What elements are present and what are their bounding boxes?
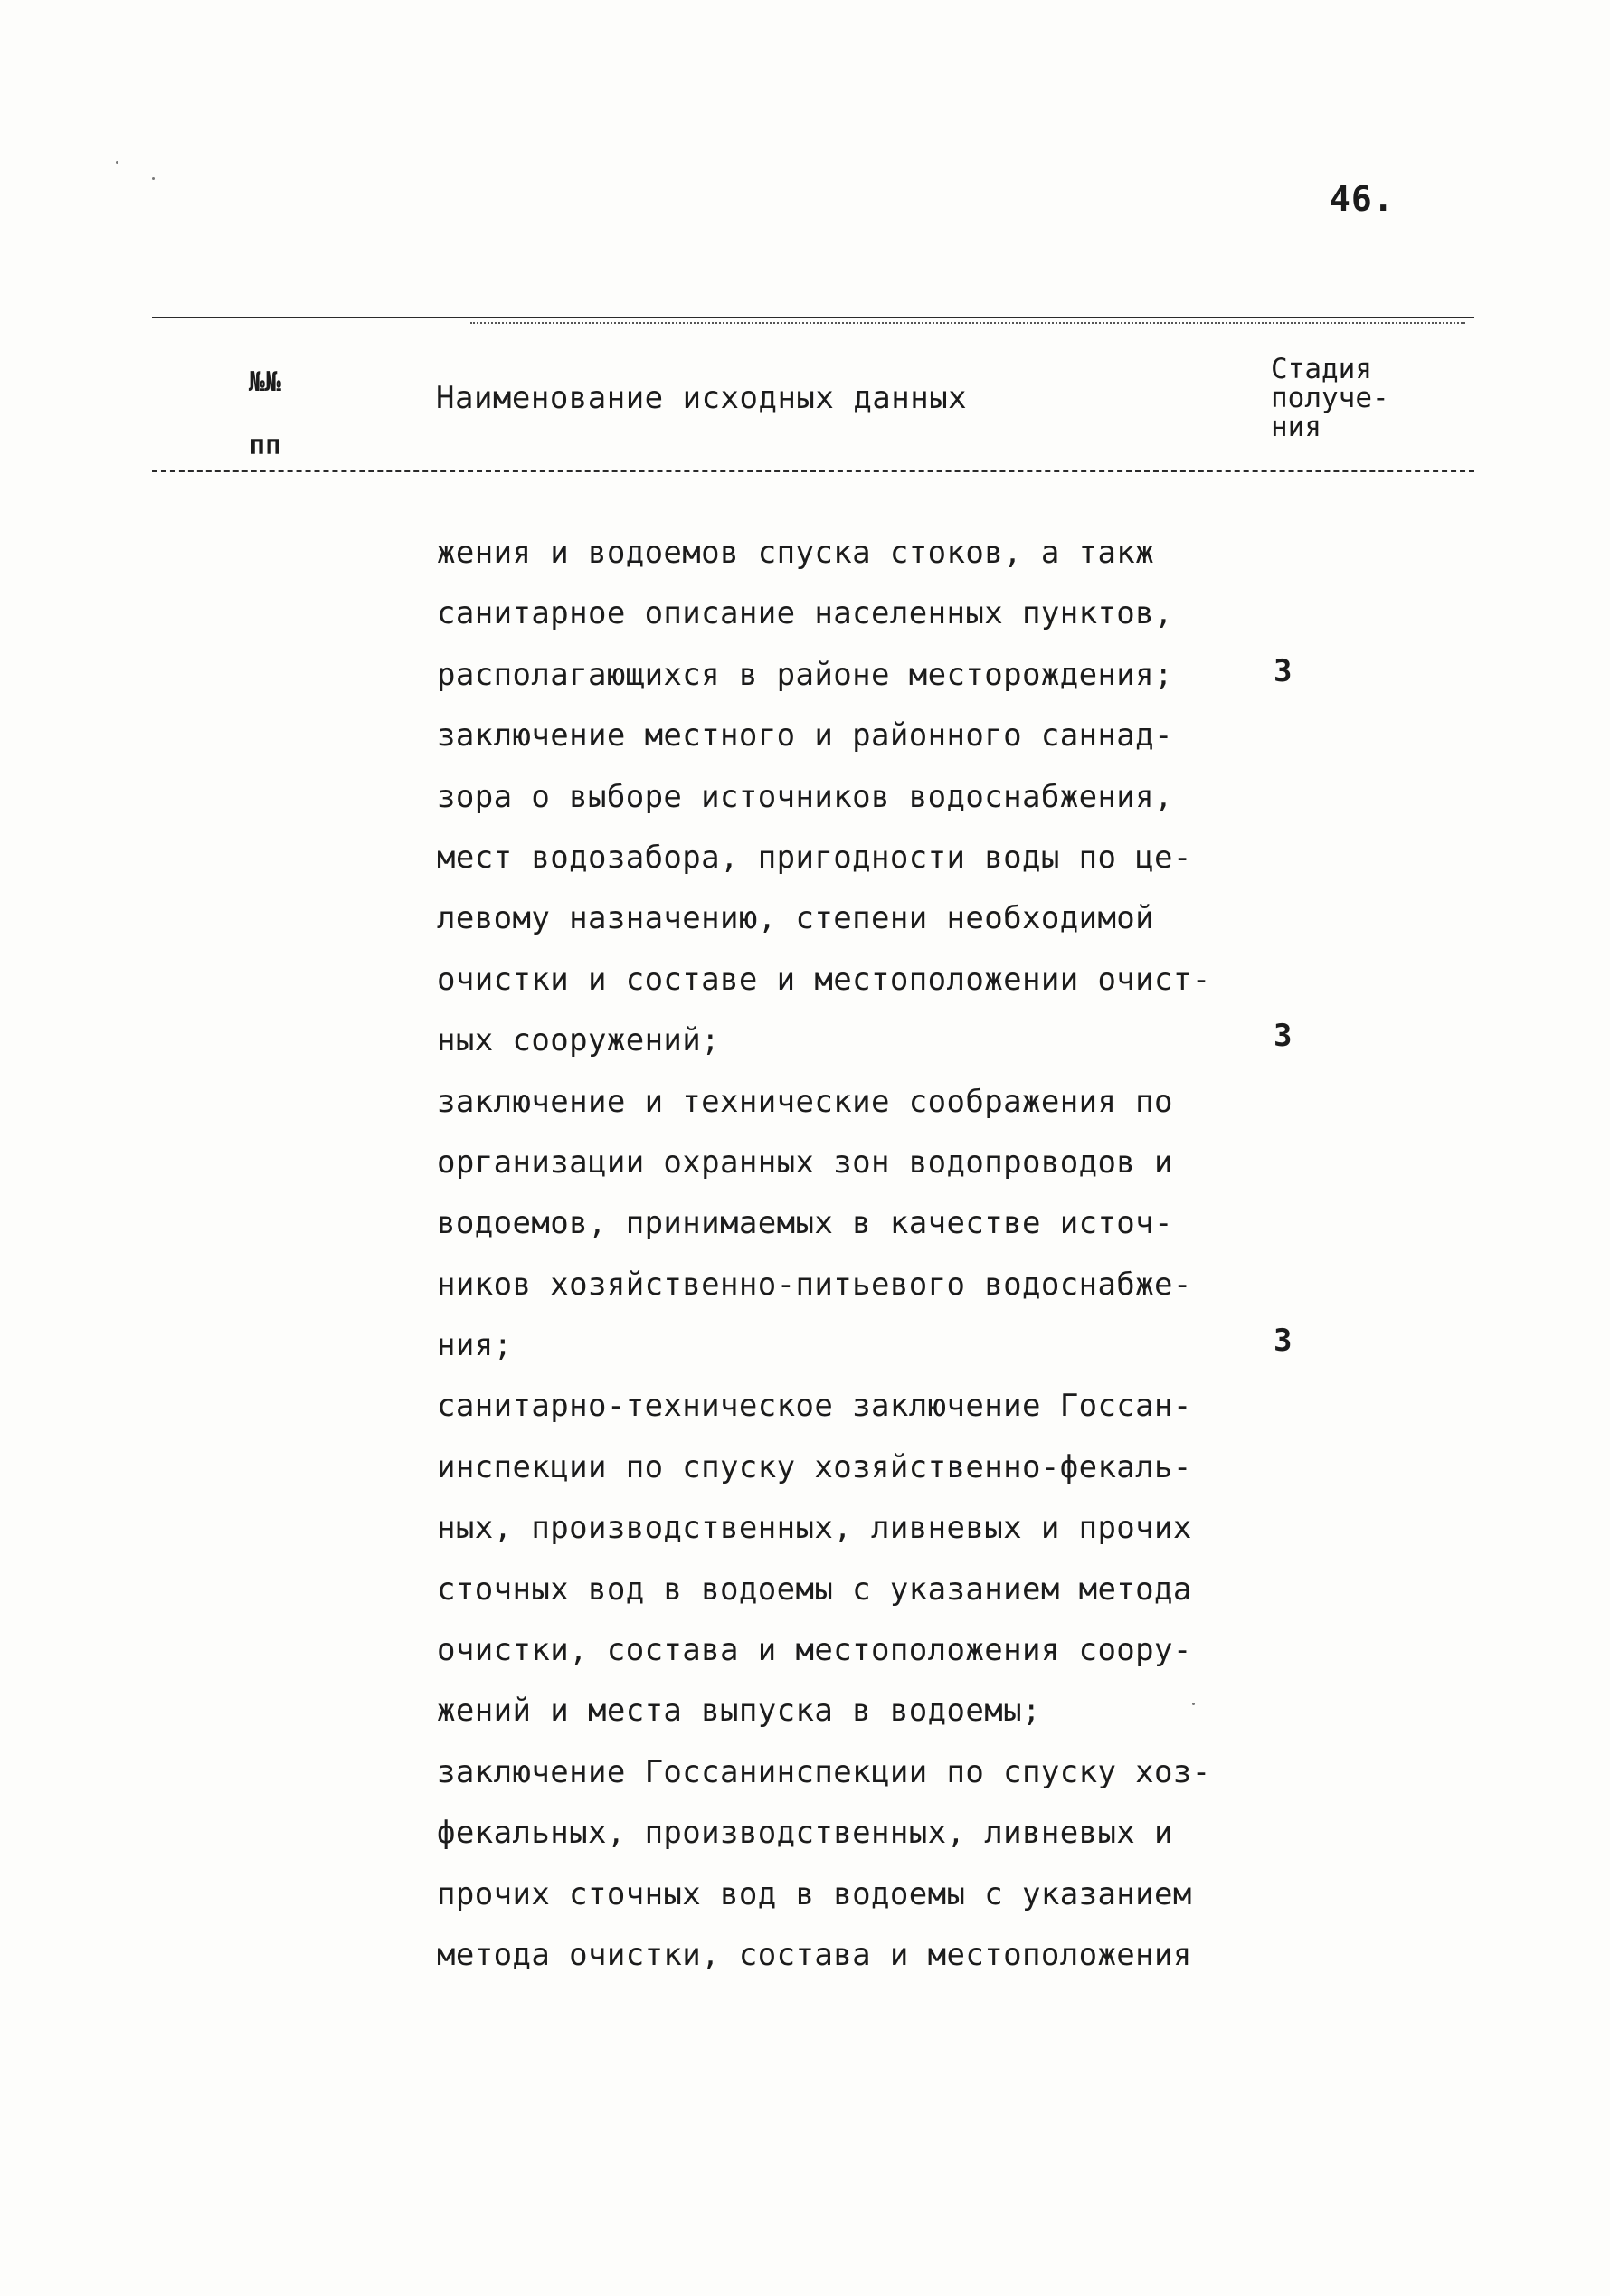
text-line: жения и водоемов спуска стоков, а такж [437,535,1155,571]
text-line: ников хозяйственно-питьевого водоснабже- [437,1266,1192,1303]
page-number: 46. [1330,179,1395,219]
header-name-column: Наименование исходных данных [436,380,968,416]
text-line: фекальных, производственных, ливневых и [437,1815,1173,1852]
stage-mark: 3 [1274,1018,1293,1054]
text-line: метода очистки, состава и местоположения [437,1936,1192,1973]
text-line: мест водозабора, пригодности воды по це- [437,839,1192,876]
table-top-rule-secondary [470,322,1465,324]
text-line: ных, производственных, ливневых и прочих [437,1510,1192,1547]
text-line: заключение Госсанинспекции по спуску хоз- [437,1753,1211,1790]
scan-speck [1192,1703,1195,1705]
stage-mark: 3 [1274,1323,1293,1359]
text-line: сточных вод в водоемы с указанием метода [437,1570,1192,1608]
text-line: располагающихся в районе месторождения; [437,656,1173,693]
text-line: организации охранных зон водопроводов и [437,1143,1173,1181]
header-number-line2: пп [249,430,282,461]
text-line: санитарное описание населенных пунктов, [437,595,1173,632]
text-line: заключение и технические соображения по [437,1083,1173,1120]
text-line: очистки, состава и местоположения соору- [437,1632,1192,1669]
header-stage-line2: получе- [1271,382,1389,414]
text-line: санитарно-техническое заключение Госсан- [437,1388,1192,1425]
body-text [437,523,1233,1986]
scan-speck [152,177,155,180]
text-line: жений и места выпуска в водоемы; [437,1693,1041,1730]
stage-mark: 3 [1274,653,1293,689]
header-stage-column [1271,355,1416,441]
text-line: водоемов, принимаемых в качестве источ- [437,1205,1173,1242]
table-header-bottom-rule [152,470,1474,472]
text-line: прочих сточных вод в водоемы с указанием [437,1875,1192,1912]
text-line: ния; [437,1327,513,1364]
table-top-rule [152,317,1474,318]
header-number-line1: №№ [249,366,282,398]
header-number-column [249,351,281,478]
text-line: левому назначению, степени необходимой [437,900,1155,937]
text-line: очистки и составе и местоположении очист- [437,961,1211,998]
text-line: ных сооружений; [437,1022,721,1059]
scan-speck [116,161,118,164]
header-stage-line3: ния [1271,411,1321,443]
header-stage-line1: Стадия [1271,353,1372,385]
text-line: заключение местного и районного саннад- [437,717,1173,754]
text-line: зора о выборе источников водоснабжения, [437,778,1173,815]
text-line: инспекции по спуску хозяйственно-фекаль- [437,1448,1192,1485]
